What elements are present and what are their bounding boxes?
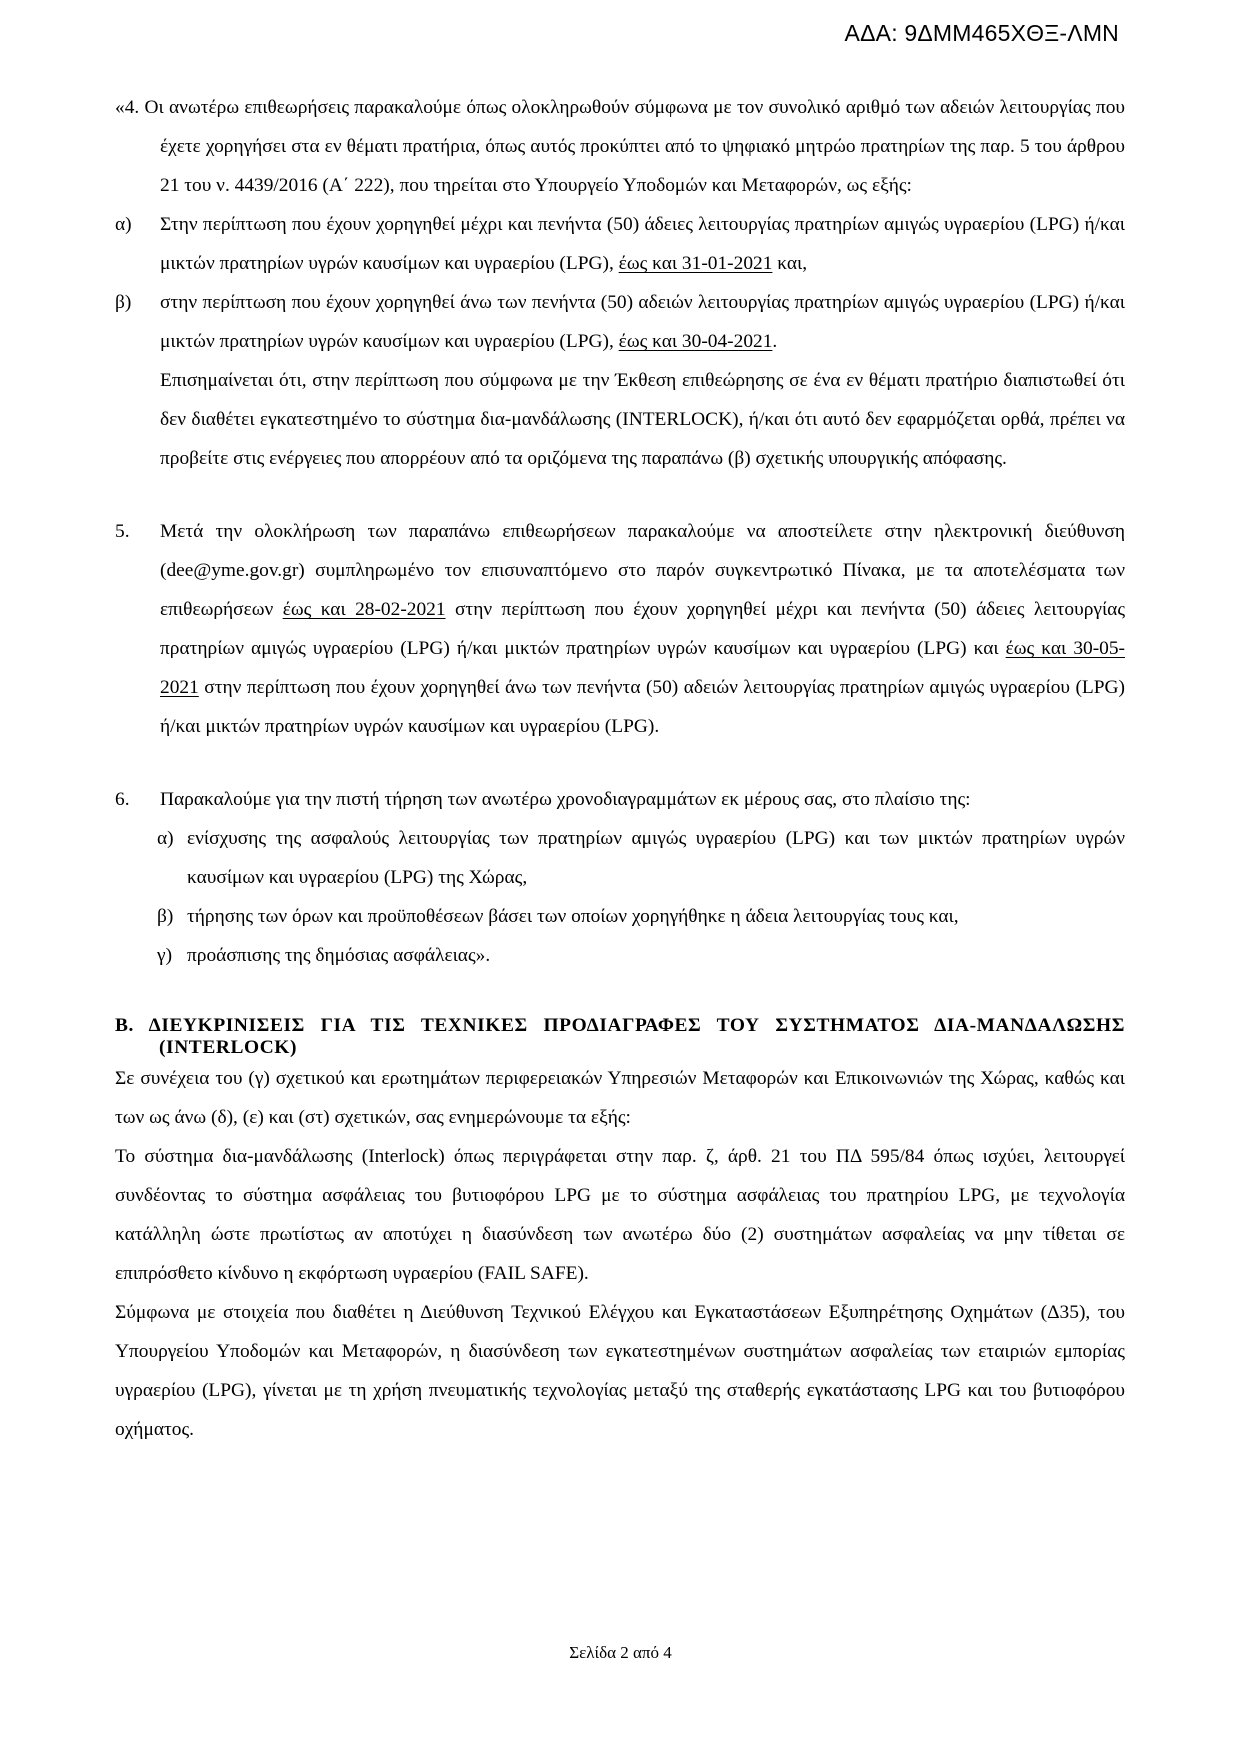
item-4b-label: β) — [115, 292, 132, 313]
item-5-text-2: στην περίπτωση που έχουν χορηγηθεί μέχρι και πενήντα (50) άδειες λειτουργίας πρατηρίων αμιγώς υγραερίου (LPG) ή/και μικτών πρατηρίων υγρών καυσίμων και υγραερίου (LPG) και — [160, 599, 1125, 659]
section-b-heading: Β. ΔΙΕΥΚΡΙΝΙΣΕΙΣ ΓΙΑ ΤΙΣ ΤΕΧΝΙΚΕΣ ΠΡΟΔΙΑΓΡΑΦΕΣ ΤΟΥ ΣΥΣΤΗΜΑΤΟΣ ΔΙΑ-ΜΑΝΔΑΛΩΣΗΣ (INTERLOCK) — [115, 1015, 1125, 1058]
item-4a — [115, 205, 1125, 283]
ada-code: ΑΔΑ: 9ΔΜΜ465ΧΘΞ-ΛΜΝ — [844, 20, 1119, 46]
section-b-paragraph-3: Σύμφωνα με στοιχεία που διαθέτει η Διεύθυνση Τεχνικού Ελέγχου και Εγκαταστάσεων Εξυπηρέτησης Οχημάτων (Δ35), του Υπουργείου Υποδομών και Μεταφορών, η διασύνδεση των εγκατεστημένων συστημάτων ασφαλείας των εταιριών εμπορίας υγραερίου (LPG), γίνεται με τη χρήση πνευματικής τεχνολογίας μεταξύ της σταθερής εγκατάστασης LPG και του βυτιοφόρου οχήματος. — [115, 1302, 1125, 1440]
item-4a-text: Στην περίπτωση που έχουν χορηγηθεί μέχρι και πενήντα (50) άδειες λειτουργίας πρατηρίων αμιγώς υγραερίου (LPG) ή/και μικτών πρατηρίων υγρών καυσίμων και υγραερίου (LPG), — [160, 214, 1125, 274]
item-5-deadline-2: έως και 30-05-2021 — [160, 638, 1126, 698]
item-4b-tail: . — [772, 331, 778, 352]
item-6a-text: ενίσχυσης της ασφαλούς λειτουργίας των πρατηρίων αμιγώς υγραερίου (LPG) και των μικτών πρατηρίων υγρών καυσίμων και υγραερίου (LPG) της Χώρας, — [187, 828, 1125, 888]
item-6a-label: α) — [157, 828, 174, 849]
item-6b-label: β) — [157, 906, 174, 927]
item-5-text-1: Μετά την ολοκλήρωση των παραπάνω επιθεωρήσεων παρακαλούμε να αποστείλετε στην ηλεκτρονική διεύθυνση (dee@yme.gov.gr) συμπληρωμένο τον επισυναπτόμενο στο παρόν συγκεντρωτικό Πίνακα, με τα αποτελέσματα των επιθεωρήσεων — [160, 521, 1125, 620]
item-4b-text: στην περίπτωση που έχουν χορηγηθεί άνω των πενήντα (50) αδειών λειτουργίας πρατηρίων αμιγώς υγραερίου (LPG) ή/και μικτών πρατηρίων υγρών καυσίμων και υγραερίου (LPG), — [160, 292, 1125, 352]
item-5-deadline-1: έως και 28-02-2021 — [282, 599, 446, 620]
item-6a — [115, 819, 1125, 897]
item-6-text: Παρακαλούμε για την πιστή τήρηση των ανωτέρω χρονοδιαγραμμάτων εκ μέρους σας, στο πλαίσιο της: — [160, 789, 971, 810]
section-b-paragraph-1: Σε συνέχεια του (γ) σχετικού και ερωτημάτων περιφερειακών Υπηρεσιών Μεταφορών και Επικοινωνιών της Χώρας, καθώς και των ως άνω (δ), (ε) και (στ) σχετικών, σας ενημερώνουμε τα εξής: — [115, 1068, 1125, 1128]
item-6c-label: γ) — [157, 945, 173, 966]
item-6b — [115, 897, 1125, 936]
item-4a-tail: και, — [772, 253, 808, 274]
item-4-text: «4. Οι ανωτέρω επιθεωρήσεις παρακαλούμε όπως ολοκληρωθούν σύμφωνα με τον συνολικό αριθμό των αδειών λειτουργίας που έχετε χορηγήσει στα εν θέματι πρατήρια, όπως αυτός προκύπτει από το ψηφιακό μητρώο πρατηρίων της παρ. 5 του άρθρου 21 του ν. 4439/2016 (Α΄ 222), που τηρείται στο Υπουργείο Υποδομών και Μεταφορών, ως εξής: — [115, 97, 1125, 196]
item-4a-label: α) — [115, 214, 132, 235]
item-6c-text: προάσπισης της δημόσιας ασφάλειας». — [187, 945, 491, 966]
item-4-note: Επισημαίνεται ότι, στην περίπτωση που σύμφωνα με την Έκθεση επιθεώρησης σε ένα εν θέματι πρατήριο διαπιστωθεί ότι δεν διαθέτει εγκατεστημένο το σύστημα δια-μανδάλωσης (INTERLOCK), ή/και ότι αυτό δεν εφαρμόζεται ορθά, πρέπει να προβείτε στις ενέργειες που απορρέουν από τα οριζόμενα της παραπάνω (β) σχετικής υπουργικής απόφασης. — [160, 370, 1125, 469]
item-6 — [115, 780, 1125, 819]
item-4a-deadline: έως και 31-01-2021 — [618, 253, 773, 274]
page-number: Σελίδα 2 από 4 — [569, 1643, 672, 1662]
item-4b — [115, 283, 1125, 361]
document-body — [115, 88, 1125, 1449]
item-5-text-3: στην περίπτωση που έχουν χορηγηθεί άνω των πενήντα (50) αδειών λειτουργίας πρατηρίων αμιγώς υγραερίου (LPG) ή/και μικτών πρατηρίων υγρών καυσίμων και υγραερίου (LPG). — [160, 677, 1125, 737]
item-4b-deadline: έως και 30-04-2021 — [618, 331, 773, 352]
section-b-paragraph-2: Το σύστημα δια-μανδάλωσης (Interlock) όπως περιγράφεται στην παρ. ζ, άρθ. 21 του ΠΔ 595/84 όπως ισχύει, λειτουργεί συνδέοντας το σύστημα ασφάλειας του βυτιοφόρου LPG με το σύστημα ασφάλειας του πρατηρίου LPG, με τεχνολογία κατάλληλη ώστε πρωτίστως αν αποτύχει η διασύνδεση των ανωτέρω δύο (2) συστημάτων ασφαλείας να μην τίθεται σε επιπρόσθετο κίνδυνο η εκφόρτωση υγραερίου (FAIL SAFE). — [115, 1146, 1125, 1284]
item-6b-text: τήρησης των όρων και προϋποθέσεων βάσει των οποίων χορηγήθηκε η άδεια λειτουργίας τους και, — [187, 906, 959, 927]
item-6c — [115, 936, 1125, 975]
item-6-label: 6. — [115, 789, 130, 810]
item-5-label: 5. — [115, 521, 130, 542]
item-5 — [115, 512, 1125, 746]
